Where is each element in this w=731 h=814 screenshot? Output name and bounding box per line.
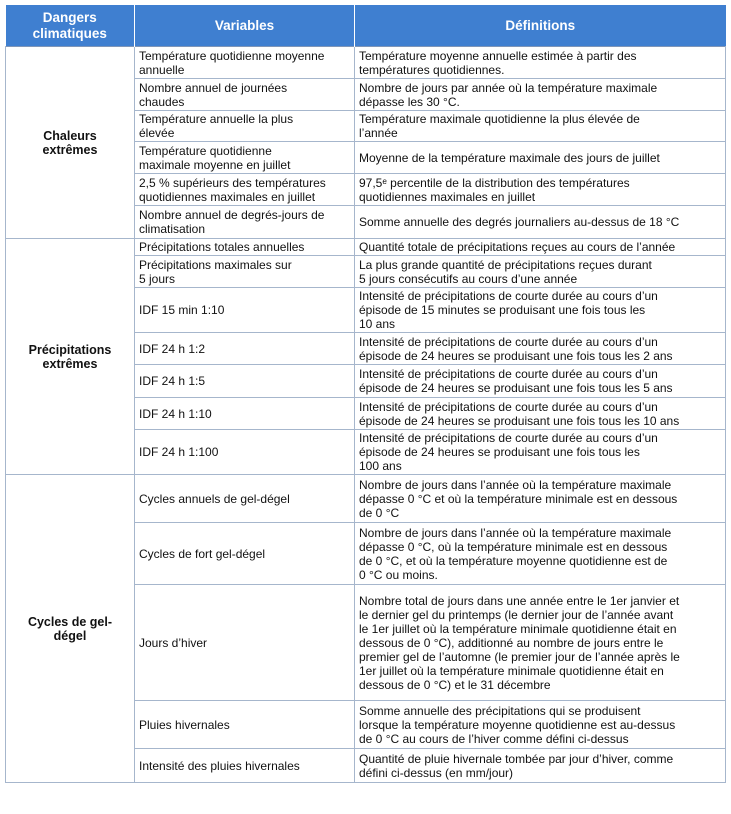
header-variables: Variables bbox=[135, 5, 355, 47]
table-row bbox=[6, 47, 726, 79]
variable-cell: Température quotidienne moyenne annuelle bbox=[135, 47, 355, 79]
definition-cell: Moyenne de la température maximale des jours de juillet bbox=[355, 142, 726, 174]
variable-cell: Intensité des pluies hivernales bbox=[135, 749, 355, 783]
group-freeze-thaw bbox=[6, 475, 726, 783]
variable-cell: Nombre annuel de degrés-jours de climatisation bbox=[135, 206, 355, 239]
variable-cell: Cycles annuels de gel-dégel bbox=[135, 475, 355, 523]
variable-cell: Précipitations totales annuelles bbox=[135, 239, 355, 256]
definition-cell: Nombre de jours dans l’année où la température maximale dépasse 0 °C, où la température minimale est en dessous de 0 °C, et où la température moyenne quotidienne est de 0 °C ou moins. bbox=[355, 523, 726, 585]
variable-cell: Température quotidienne maximale moyenne en juillet bbox=[135, 142, 355, 174]
definition-cell: Nombre total de jours dans une année entre le 1er janvier et le dernier gel du printemps (le dernier jour de l’année avant le 1er juillet où la température minimale quotidienne était en dessous de 0 °C), additionné au nombre de jours entre le premier gel de l’automne (le premier jour de l’année après le 1er juillet où la température minimale quotidienne était en dessous de 0 °C) et le 31 décembre bbox=[355, 585, 726, 701]
variable-cell: Pluies hivernales bbox=[135, 701, 355, 749]
definition-cell: Intensité de précipitations de courte durée au cours d’un épisode de 24 heures se produisant une fois tous les 5 ans bbox=[355, 365, 726, 398]
variable-cell: IDF 24 h 1:5 bbox=[135, 365, 355, 398]
variable-cell: Jours d’hiver bbox=[135, 585, 355, 701]
definition-cell: La plus grande quantité de précipitations reçues durant 5 jours consécutifs au cours d’une année bbox=[355, 256, 726, 288]
definition-cell: Somme annuelle des degrés journaliers au-dessus de 18 °C bbox=[355, 206, 726, 239]
table-row bbox=[6, 475, 726, 523]
variable-cell: Nombre annuel de journées chaudes bbox=[135, 79, 355, 111]
variable-cell: IDF 24 h 1:10 bbox=[135, 398, 355, 430]
variable-cell: IDF 15 min 1:10 bbox=[135, 288, 355, 333]
hazard-label: Cycles de gel- dégel bbox=[6, 475, 135, 783]
definition-cell: Intensité de précipitations de courte durée au cours d’un épisode de 24 heures se produisant une fois tous les 100 ans bbox=[355, 430, 726, 475]
definition-cell: Quantité de pluie hivernale tombée par jour d’hiver, comme défini ci-dessus (en mm/jour) bbox=[355, 749, 726, 783]
variable-cell: Cycles de fort gel-dégel bbox=[135, 523, 355, 585]
definition-cell: Température moyenne annuelle estimée à partir des températures quotidiennes. bbox=[355, 47, 726, 79]
definition-cell: Température maximale quotidienne la plus élevée de l’année bbox=[355, 111, 726, 142]
group-extreme-heat bbox=[6, 47, 726, 239]
definition-cell: Quantité totale de précipitations reçues au cours de l’année bbox=[355, 239, 726, 256]
table-header bbox=[6, 5, 726, 47]
hazard-label: Chaleurs extrêmes bbox=[6, 47, 135, 239]
climate-hazards-table bbox=[5, 5, 726, 783]
variable-cell: Précipitations maximales sur 5 jours bbox=[135, 256, 355, 288]
header-hazard: Dangers climatiques bbox=[6, 5, 135, 47]
definition-cell: Intensité de précipitations de courte durée au cours d’un épisode de 15 minutes se produisant une fois tous les 10 ans bbox=[355, 288, 726, 333]
variable-cell: IDF 24 h 1:100 bbox=[135, 430, 355, 475]
hazard-label: Précipitations extrêmes bbox=[6, 239, 135, 475]
variable-cell: Température annuelle la plus élevée bbox=[135, 111, 355, 142]
definition-cell: Nombre de jours par année où la température maximale dépasse les 30 °C. bbox=[355, 79, 726, 111]
definition-cell: 97,5ᵉ percentile de la distribution des températures quotidiennes maximales en juillet bbox=[355, 174, 726, 206]
variable-cell: IDF 24 h 1:2 bbox=[135, 333, 355, 365]
definition-cell: Nombre de jours dans l’année où la température maximale dépasse 0 °C et où la température minimale est en dessous de 0 °C bbox=[355, 475, 726, 523]
definition-cell: Somme annuelle des précipitations qui se produisent lorsque la température moyenne quotidienne est au-dessus de 0 °C au cours de l’hiver comme défini ci-dessus bbox=[355, 701, 726, 749]
table-row bbox=[6, 239, 726, 256]
header-definitions: Définitions bbox=[355, 5, 726, 47]
variable-cell: 2,5 % supérieurs des températures quotidiennes maximales en juillet bbox=[135, 174, 355, 206]
group-extreme-precipitation bbox=[6, 239, 726, 475]
definition-cell: Intensité de précipitations de courte durée au cours d’un épisode de 24 heures se produisant une fois tous les 2 ans bbox=[355, 333, 726, 365]
definition-cell: Intensité de précipitations de courte durée au cours d’un épisode de 24 heures se produisant une fois tous les 10 ans bbox=[355, 398, 726, 430]
